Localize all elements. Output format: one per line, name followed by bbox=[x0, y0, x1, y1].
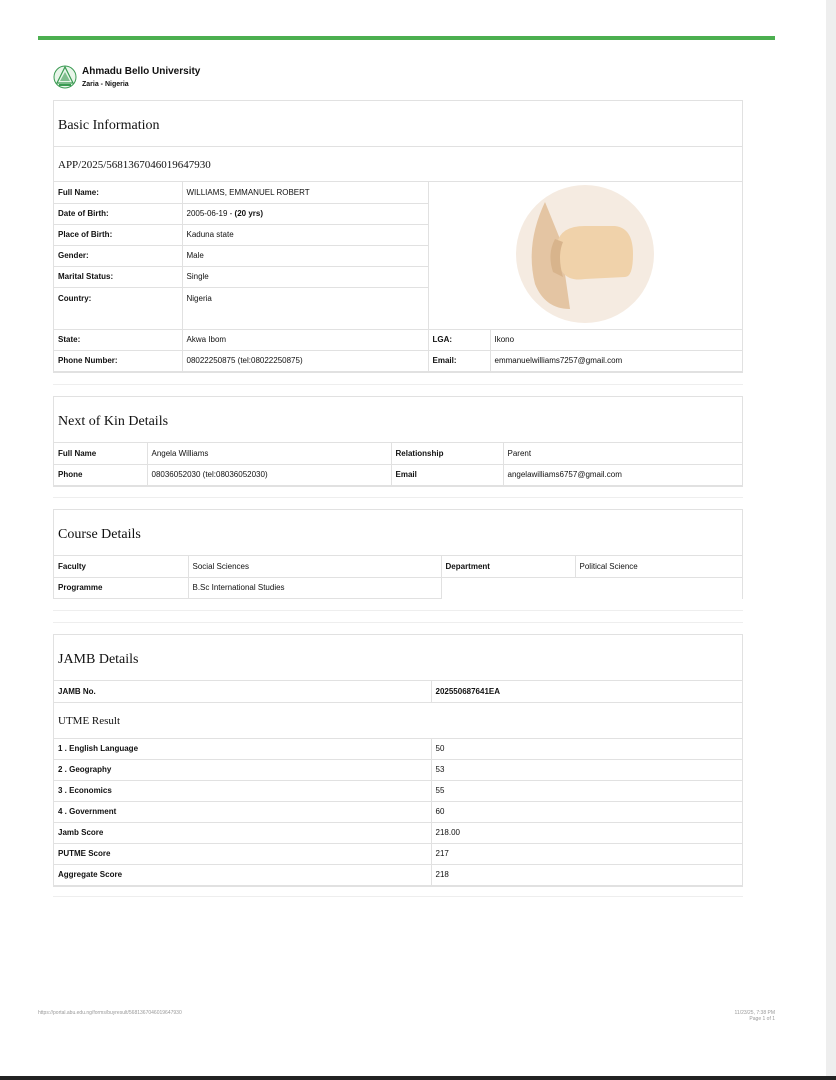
aggregate-score-label: Aggregate Score bbox=[54, 864, 431, 885]
footer-date: 11/23/25, 7:38 PM bbox=[734, 1010, 775, 1016]
kin-phone-label: Phone bbox=[54, 464, 147, 485]
kin-phone-value: 08036052030 (tel:08036052030) bbox=[147, 464, 391, 485]
table-row bbox=[54, 681, 742, 702]
full-name-label: Full Name: bbox=[54, 182, 182, 203]
next-of-kin-section bbox=[53, 396, 743, 487]
section-divider bbox=[53, 896, 743, 897]
putme-score-label: PUTME Score bbox=[54, 843, 431, 864]
faculty-value: Social Sciences bbox=[188, 556, 441, 577]
table-row bbox=[54, 329, 742, 350]
gender-label: Gender: bbox=[54, 245, 182, 266]
subject-score: 50 bbox=[431, 738, 742, 759]
programme-label: Programme bbox=[54, 577, 188, 598]
phone-value: 08022250875 (tel:08022250875) bbox=[182, 350, 428, 371]
table-row bbox=[54, 864, 742, 885]
dob-value bbox=[182, 203, 428, 224]
table-row bbox=[54, 759, 742, 780]
subject-score: 55 bbox=[431, 780, 742, 801]
table-row bbox=[54, 182, 742, 203]
empty-cell bbox=[441, 577, 742, 598]
jamb-table bbox=[54, 681, 742, 703]
kin-name-label: Full Name bbox=[54, 443, 147, 464]
page-edge-right bbox=[826, 0, 836, 1080]
utme-result-title: UTME Result bbox=[58, 714, 121, 727]
section-title: JAMB Details bbox=[54, 635, 742, 681]
gender-value: Male bbox=[182, 245, 428, 266]
country-value: Nigeria bbox=[182, 287, 428, 329]
avatar bbox=[515, 184, 655, 324]
basic-information-section bbox=[53, 100, 743, 373]
marital-value: Single bbox=[182, 266, 428, 287]
section-divider bbox=[53, 622, 743, 623]
full-name-value: WILLIAMS, EMMANUEL ROBERT bbox=[182, 182, 428, 203]
footer-meta bbox=[735, 1010, 776, 1022]
department-value: Political Science bbox=[575, 556, 742, 577]
basic-info-table bbox=[54, 182, 742, 372]
section-title: Course Details bbox=[54, 510, 742, 556]
programme-value: B.Sc International Studies bbox=[188, 577, 441, 598]
top-accent-bar bbox=[38, 36, 775, 40]
kin-email-label: Email bbox=[391, 464, 503, 485]
university-name: Ahmadu Bello University bbox=[82, 65, 201, 77]
footer-page: Page 1 of 1 bbox=[749, 1016, 775, 1022]
section-divider bbox=[53, 384, 743, 385]
table-row bbox=[54, 780, 742, 801]
course-details-section bbox=[53, 509, 743, 599]
table-row bbox=[54, 738, 742, 759]
state-label: State: bbox=[54, 329, 182, 350]
pob-value: Kaduna state bbox=[182, 224, 428, 245]
table-row bbox=[54, 822, 742, 843]
dob-date: 2005-06-19 - bbox=[186, 209, 235, 218]
page-edge-bottom bbox=[0, 1076, 836, 1080]
table-row bbox=[54, 443, 742, 464]
kin-relationship-value: Parent bbox=[503, 443, 742, 464]
university-header bbox=[53, 64, 200, 90]
subject-score: 53 bbox=[431, 759, 742, 780]
jamb-score-label: Jamb Score bbox=[54, 822, 431, 843]
table-row bbox=[54, 556, 742, 577]
jamb-details-section bbox=[53, 634, 743, 887]
university-location: Zaria - Nigeria bbox=[82, 80, 129, 88]
dob-age: (20 yrs) bbox=[234, 209, 263, 218]
photo-cell bbox=[428, 182, 742, 329]
email-value: emmanuelwilliams7257@gmail.com bbox=[490, 350, 742, 371]
table-row bbox=[54, 577, 742, 598]
lga-value: Ikono bbox=[490, 329, 742, 350]
email-label: Email: bbox=[428, 350, 490, 371]
application-number: APP/2025/5681367046019647930 bbox=[54, 147, 742, 182]
subject-label: 1 . English Language bbox=[54, 738, 431, 759]
section-title: Basic Information bbox=[54, 101, 742, 147]
aggregate-score-value: 218 bbox=[431, 864, 742, 885]
kin-relationship-label: Relationship bbox=[391, 443, 503, 464]
kin-email-value: angelawilliams6757@gmail.com bbox=[503, 464, 742, 485]
jamb-no-value: 202550687641EA bbox=[431, 681, 742, 702]
table-row bbox=[54, 843, 742, 864]
faculty-label: Faculty bbox=[54, 556, 188, 577]
section-divider bbox=[53, 497, 743, 498]
pob-label: Place of Birth: bbox=[54, 224, 182, 245]
subject-label: 2 . Geography bbox=[54, 759, 431, 780]
lga-label: LGA: bbox=[428, 329, 490, 350]
jamb-score-value: 218.00 bbox=[431, 822, 742, 843]
university-logo bbox=[53, 64, 77, 90]
utme-result-table bbox=[54, 738, 742, 886]
country-label: Country: bbox=[54, 287, 182, 329]
marital-label: Marital Status: bbox=[54, 266, 182, 287]
kin-table bbox=[54, 443, 742, 486]
dob-label: Date of Birth: bbox=[54, 203, 182, 224]
course-table bbox=[54, 556, 742, 599]
table-row bbox=[54, 350, 742, 371]
footer-url: https://portal.abu.edu.ng/forms/buyresult/5681367046019647930 bbox=[38, 1010, 182, 1016]
table-row bbox=[54, 801, 742, 822]
subject-label: 4 . Government bbox=[54, 801, 431, 822]
state-value: Akwa Ibom bbox=[182, 329, 428, 350]
kin-name-value: Angela Williams bbox=[147, 443, 391, 464]
subject-label: 3 . Economics bbox=[54, 780, 431, 801]
table-row bbox=[54, 464, 742, 485]
phone-label: Phone Number: bbox=[54, 350, 182, 371]
jamb-no-label: JAMB No. bbox=[54, 681, 431, 702]
section-title: Next of Kin Details bbox=[54, 397, 742, 443]
section-divider bbox=[53, 610, 743, 611]
department-label: Department bbox=[441, 556, 575, 577]
putme-score-value: 217 bbox=[431, 843, 742, 864]
subject-score: 60 bbox=[431, 801, 742, 822]
